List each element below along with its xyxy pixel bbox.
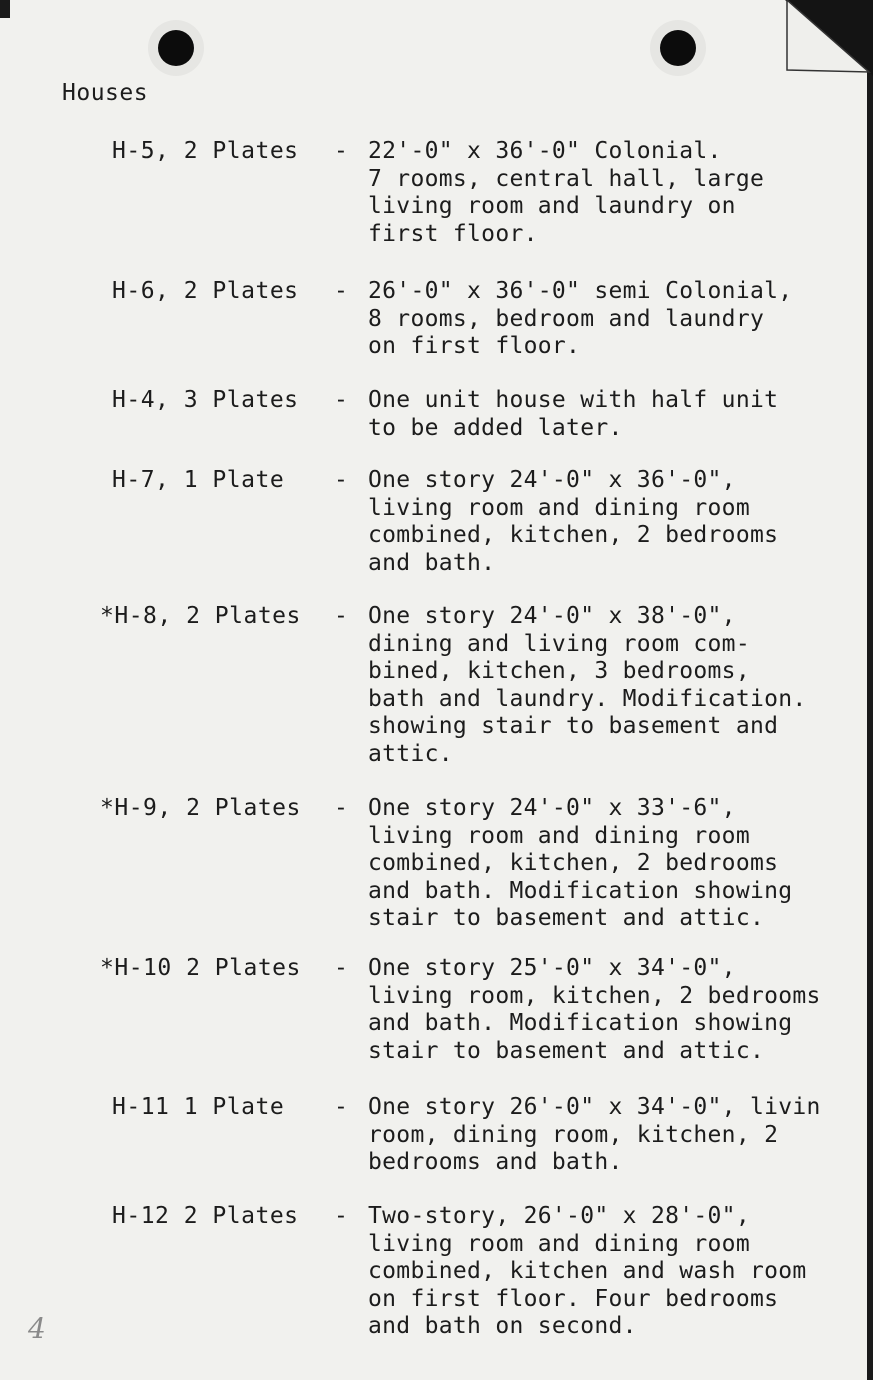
house-description: [368, 955, 821, 1065]
description-line: and bath.: [368, 549, 496, 576]
description-line: combined, kitchen and wash room: [368, 1258, 807, 1284]
description-line: One story 24'-0" x 38'-0",: [368, 603, 736, 629]
separator-dash: -: [334, 278, 348, 304]
description-line: living room, kitchen, 2 bedrooms: [368, 982, 821, 1009]
description-line: living room and dining room: [368, 494, 750, 521]
separator-dash: -: [334, 795, 348, 821]
description-line: on first floor. Four bedrooms: [368, 1285, 779, 1312]
description-line: stair to basement and attic.: [368, 905, 765, 931]
house-description: [368, 278, 792, 361]
house-code: H-11 1 Plate: [112, 1094, 285, 1120]
punch-hole: [158, 30, 194, 66]
house-description: [368, 1094, 821, 1177]
scan-edge: [0, 0, 10, 18]
separator-dash: -: [334, 1094, 348, 1120]
description-line: 7 rooms, central hall, large: [368, 165, 765, 192]
house-description: [368, 467, 778, 577]
description-line: One story 24'-0" x 33'-6",: [368, 795, 736, 821]
house-code: H-4, 3 Plates: [112, 387, 299, 413]
description-line: on first floor.: [368, 333, 581, 359]
house-description: [368, 603, 807, 768]
description-line: living room and laundry on: [368, 193, 736, 219]
page-number: 4: [28, 1312, 46, 1345]
description-line: attic.: [368, 740, 453, 767]
description-line: and bath on second.: [368, 1313, 637, 1339]
house-code: H-5, 2 Plates: [112, 138, 299, 164]
description-line: Two-story, 26'-0" x 28'-0",: [368, 1203, 750, 1229]
house-description: [368, 1203, 807, 1341]
description-line: One story 26'-0" x 34'-0", livin: [368, 1094, 821, 1120]
description-line: bath and laundry. Modification.: [368, 685, 807, 712]
scan-edge: [867, 70, 873, 1380]
description-line: One story 25'-0" x 34'-0",: [368, 955, 736, 981]
house-code: *H-8, 2 Plates: [100, 603, 301, 629]
description-line: and bath. Modification showing: [368, 1010, 793, 1036]
punch-hole: [660, 30, 696, 66]
description-line: living room and dining room: [368, 1230, 750, 1257]
description-line: first floor.: [368, 220, 538, 247]
description-line: 26'-0" x 36'-0" semi Colonial,: [368, 278, 793, 304]
house-description: [368, 795, 792, 933]
folded-corner: [785, 0, 873, 76]
description-line: showing stair to basement and: [368, 713, 779, 739]
house-description: [368, 387, 778, 442]
separator-dash: -: [334, 467, 348, 493]
separator-dash: -: [334, 1203, 348, 1229]
house-description: [368, 138, 764, 248]
description-line: combined, kitchen, 2 bedrooms: [368, 850, 779, 876]
separator-dash: -: [334, 387, 348, 413]
description-line: living room and dining room: [368, 822, 750, 849]
description-line: One unit house with half unit: [368, 387, 779, 413]
separator-dash: -: [334, 138, 348, 164]
section-heading: Houses: [62, 80, 149, 106]
description-line: combined, kitchen, 2 bedrooms: [368, 522, 779, 548]
separator-dash: -: [334, 603, 348, 629]
description-line: 8 rooms, bedroom and laundry: [368, 305, 765, 332]
house-code: *H-9, 2 Plates: [100, 795, 301, 821]
description-line: room, dining room, kitchen, 2: [368, 1121, 779, 1148]
house-code: H-6, 2 Plates: [112, 278, 299, 304]
house-code: H-7, 1 Plate: [112, 467, 285, 493]
description-line: and bath. Modification showing: [368, 877, 793, 904]
description-line: bined, kitchen, 3 bedrooms,: [368, 658, 750, 684]
description-line: 22'-0" x 36'-0" Colonial.: [368, 138, 722, 164]
separator-dash: -: [334, 955, 348, 981]
house-code: *H-10 2 Plates: [100, 955, 301, 981]
description-line: stair to basement and attic.: [368, 1037, 765, 1064]
house-code: H-12 2 Plates: [112, 1203, 299, 1229]
description-line: One story 24'-0" x 36'-0",: [368, 467, 736, 493]
description-line: to be added later.: [368, 414, 623, 441]
description-line: bedrooms and bath.: [368, 1149, 623, 1175]
description-line: dining and living room com-: [368, 630, 750, 657]
